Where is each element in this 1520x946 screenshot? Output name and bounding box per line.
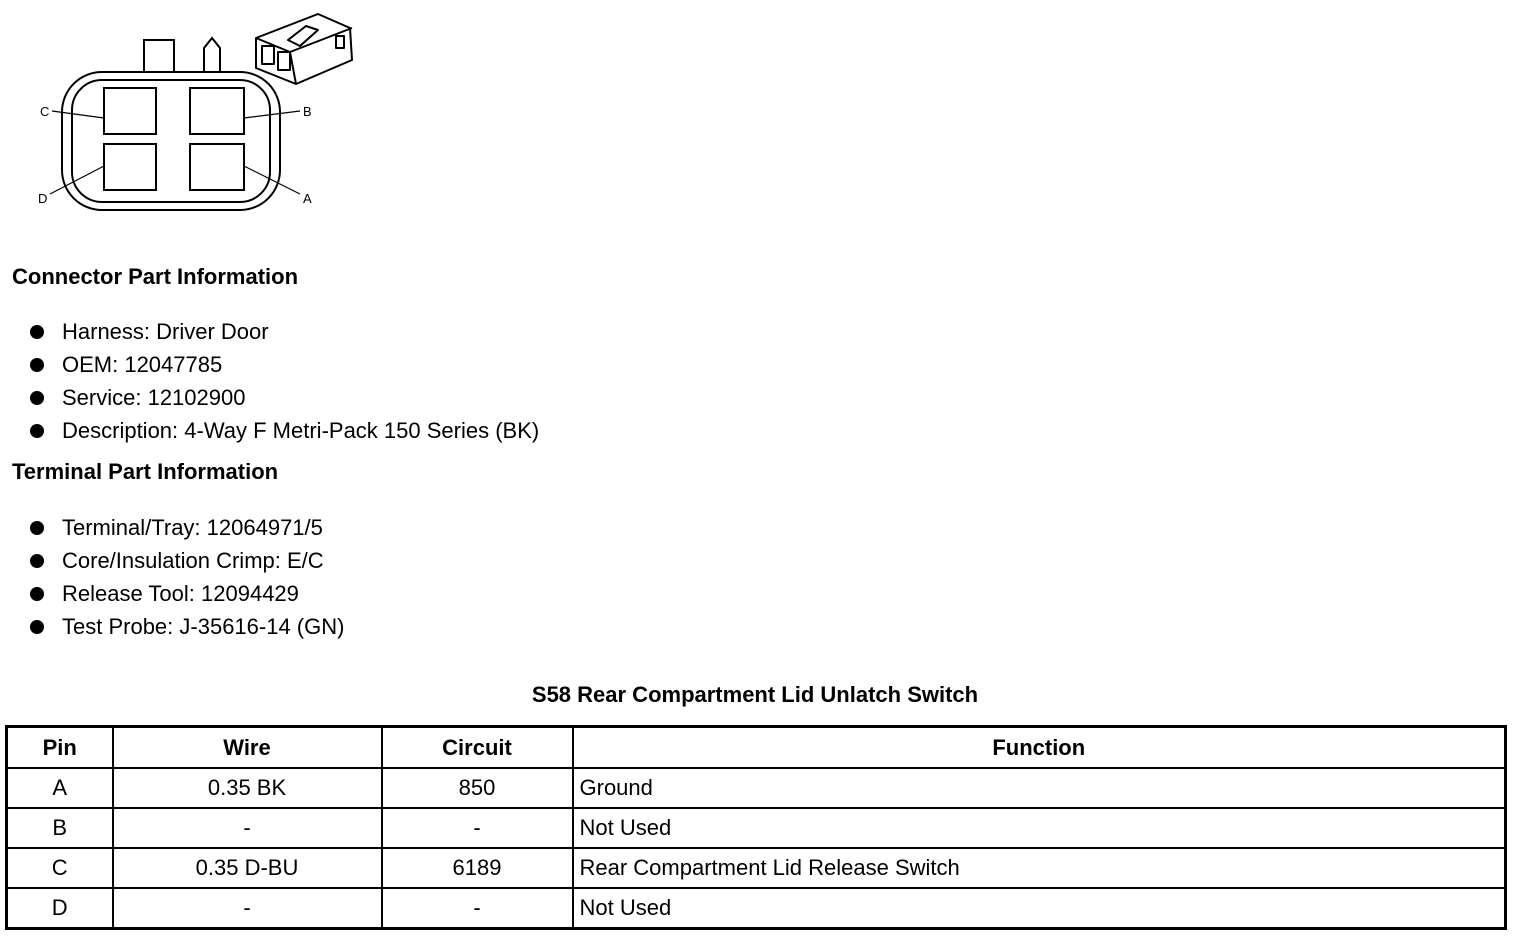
cavity-c [104, 88, 156, 134]
cell-wire: - [113, 808, 382, 848]
header-function: Function [573, 727, 1506, 769]
pin-label-b: B [303, 104, 312, 119]
terminal-info-list [30, 511, 344, 643]
header-circuit: Circuit [382, 727, 573, 769]
bullet-icon [30, 325, 44, 339]
table-header-row [7, 727, 1506, 769]
list-item: Harness: Driver Door [30, 315, 539, 348]
cell-pin: B [7, 808, 113, 848]
bullet-icon [30, 424, 44, 438]
pin-label-a: A [303, 191, 312, 206]
cell-function: Rear Compartment Lid Release Switch [573, 848, 1506, 888]
connector-face [62, 38, 280, 210]
bullet-icon [30, 521, 44, 535]
cell-circuit: 6189 [382, 848, 573, 888]
list-item: Core/Insulation Crimp: E/C [30, 544, 344, 577]
header-wire: Wire [113, 727, 382, 769]
cell-wire: - [113, 888, 382, 929]
table-row [7, 888, 1506, 929]
bullet-icon [30, 587, 44, 601]
table-row [7, 808, 1506, 848]
cell-circuit: 850 [382, 768, 573, 808]
bullet-icon [30, 554, 44, 568]
pin-table [5, 725, 1507, 930]
table-row [7, 768, 1506, 808]
list-item: Terminal/Tray: 12064971/5 [30, 511, 344, 544]
cell-pin: C [7, 848, 113, 888]
connector-info-title: Connector Part Information [12, 264, 299, 289]
cavity-b [190, 88, 244, 134]
cavity-a [190, 144, 244, 190]
cell-wire: 0.35 BK [113, 768, 382, 808]
header-pin: Pin [7, 727, 113, 769]
cavity-d [104, 144, 156, 190]
bullet-icon [30, 358, 44, 372]
cell-pin: D [7, 888, 113, 929]
pin-table-title: S58 Rear Compartment Lid Unlatch Switch [531, 682, 979, 707]
connector-diagram [0, 0, 380, 230]
cell-pin: A [7, 768, 113, 808]
list-item: Service: 12102900 [30, 381, 539, 414]
bullet-icon [30, 391, 44, 405]
cell-function: Not Used [573, 888, 1506, 929]
cell-function: Not Used [573, 808, 1506, 848]
pin-label-d: D [38, 191, 48, 206]
connector-3d-illustration [256, 14, 352, 84]
connector-info-list [30, 315, 539, 447]
list-item: OEM: 12047785 [30, 348, 539, 381]
list-item: Release Tool: 12094429 [30, 577, 344, 610]
list-item: Description: 4-Way F Metri-Pack 150 Series (BK) [30, 414, 539, 447]
terminal-info-title: Terminal Part Information [12, 459, 279, 484]
pin-label-c: C [40, 104, 50, 119]
cell-function: Ground [573, 768, 1506, 808]
table-row [7, 848, 1506, 888]
cell-wire: 0.35 D-BU [113, 848, 382, 888]
bullet-icon [30, 620, 44, 634]
cell-circuit: - [382, 808, 573, 848]
cell-circuit: - [382, 888, 573, 929]
list-item: Test Probe: J-35616-14 (GN) [30, 610, 344, 643]
